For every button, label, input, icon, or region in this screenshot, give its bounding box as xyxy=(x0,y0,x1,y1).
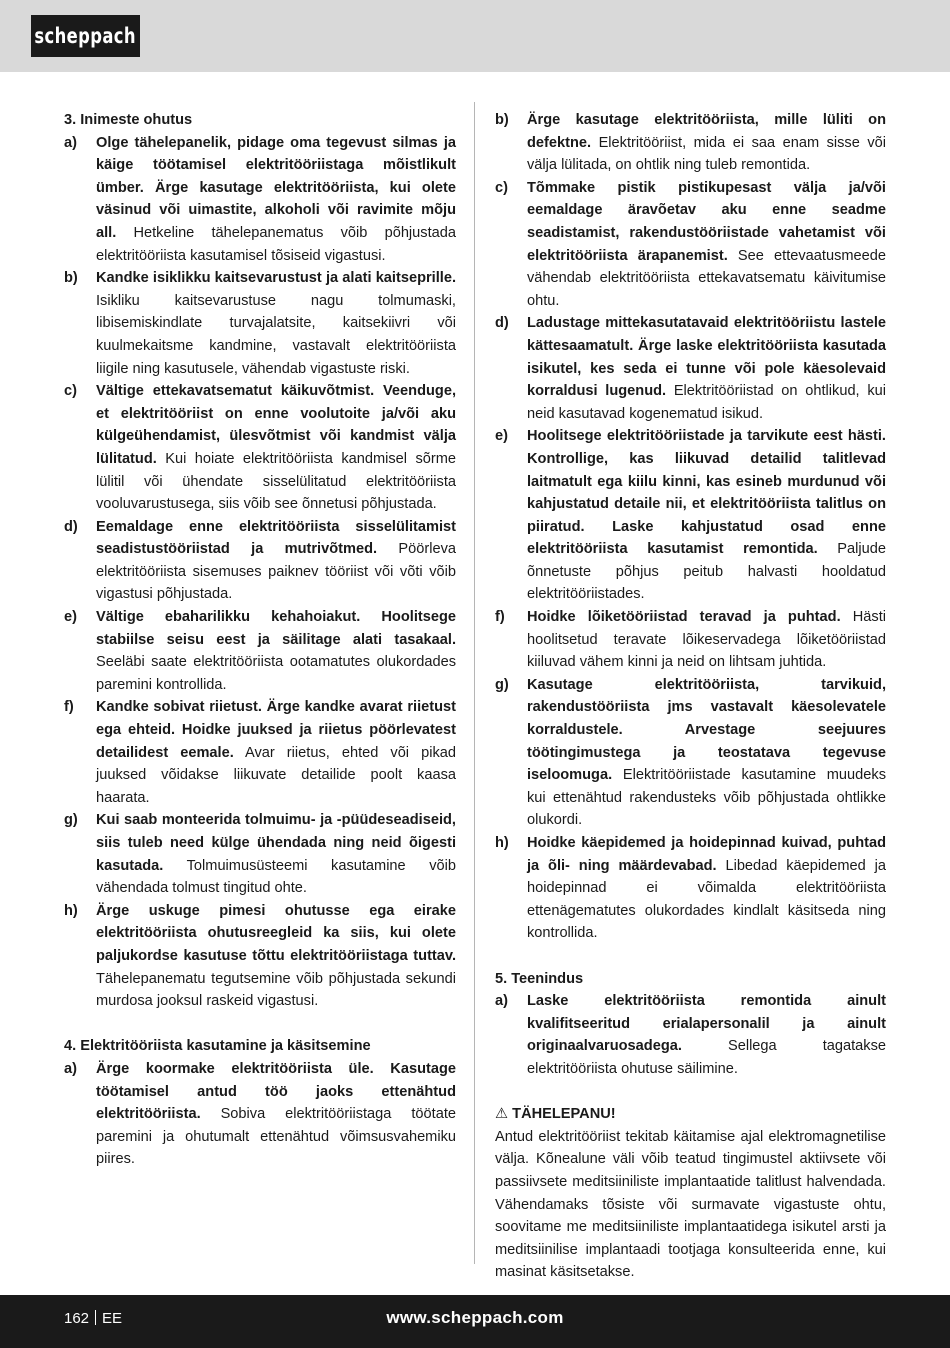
section-4-title: 4. Elektritööriista kasutamine ja käsitsemine xyxy=(64,1038,371,1055)
list-item-text: Tolmuimusüsteemi kasutamine võib vähendada tolmust tingitud ohte. xyxy=(96,857,456,897)
list-item xyxy=(64,132,456,268)
list-item-bold-text: Laske elektritööriista remontida ainult kvalifitseeritud erialapersonalil ja ainult originaalvaruosadega. xyxy=(527,993,886,1055)
list-item-bold-text: Hoolitsege elektritööriistade ja tarvikute eest hästi. Kontrollige, kas liikuvad detailid talitlevad laitmatult ega kiilu kinni, kas esineb murdunud või kahjustatud detaile nii, et elektritööriista talitlus on piiratud. Laske kahjustatud osad enne elektritööriista kasutamist remontida. xyxy=(527,428,886,558)
section-5-title: 5. Teenindus xyxy=(495,970,584,987)
list-item-text: Sellega tagatakse elektritööriista ohutuse säilimine. xyxy=(527,1038,886,1077)
list-item-text: Elektritööriistade kasutamine muudeks kui ettenähtud rakendusteks võib põhjustada ohtlikke olukordi. xyxy=(527,767,886,829)
list-item-label: b) xyxy=(495,112,509,128)
warning-heading xyxy=(495,1103,886,1126)
list-item-bold-text: Hoidke käepidemed ja hoidepinnad kuivad, puhtad ja õli- ning määrdevabad. xyxy=(527,835,886,874)
list-item-label: a) xyxy=(495,993,508,1010)
list-item xyxy=(495,425,886,606)
list-item-label: e) xyxy=(495,428,508,445)
list-item-text: Paljude õnnetuste põhjus peitub halvasti hooldatud elektritööriistades. xyxy=(527,541,886,603)
list-item xyxy=(64,900,456,1013)
list-item xyxy=(64,380,456,516)
list-item-label: c) xyxy=(495,179,508,196)
list-item-bold-text: Ärge kasutage elektritööriista, mille lüliti on defektne. xyxy=(527,112,886,151)
list-item-text: Hetkeline tähelepanematus võib põhjustada elektritööriista kasutamisel tõsiseid vigastusi. xyxy=(96,224,456,264)
section-3-title: 3. Inimeste ohutus xyxy=(64,112,193,128)
list-item xyxy=(495,674,886,832)
list-item-label: d) xyxy=(495,315,509,332)
list-item-bold-text: Hoidke lõiketööriistad teravad ja puhtad. xyxy=(527,609,841,626)
list-item-label: f) xyxy=(495,609,505,626)
header-bar xyxy=(0,0,950,72)
page-number: 162 xyxy=(64,1310,90,1327)
list-item xyxy=(64,267,456,380)
list-item xyxy=(495,606,886,674)
list-item-label: a) xyxy=(64,134,77,151)
list-item-bold-text: Vältige ebaharilikku kehahoiakut. Hoolitsege stabiilse seisu eest ja säilitage alati tasakaal. xyxy=(96,609,456,648)
list-item xyxy=(64,696,456,809)
warning-text: Antud elektritööriist tekitab käitamise ajal elektromagnetilise välja. Kõnealune väli võib teatud tingimustel aktiivsete või passiivsete meditsiiniliste implantaatide talitlust halvendada. Vähendamaks tõsiste või surmavate vigastuste ohtu, soovitame me meditsiiniliste implantaatidega isikutel arsti ja meditsiinilise implantaadi tootjaga konsulteerida enne, kui masinat käsitsetakse. xyxy=(495,1128,886,1281)
list-item xyxy=(495,990,886,1080)
list-item xyxy=(64,606,456,696)
left-column xyxy=(64,109,456,1171)
column-divider xyxy=(474,102,475,1264)
list-item xyxy=(64,809,456,899)
list-item-text: Isikliku kaitsevarustuse nagu tolmumaski, libisemiskindlate turvajalatsite, kaitsekiivri või kuulmekaitsme kandmine, vastavalt elektritööriista liigile ning kasutusele, vähendab vigastuste riski. xyxy=(96,292,456,377)
list-item-text: Hästi hoolitsetud teravate lõikeservadega lõiketööriistad kiiluvad vähem kinni ja neid on lihtsam juhtida. xyxy=(527,609,886,671)
list-item-text: Avar riietus, ehted või pikad juuksed võidakse liikuvate detailide poolt kaasa haarata. xyxy=(96,744,456,806)
right-column xyxy=(495,109,886,1284)
list-item-bold-text: Tõmmake pistik pistikupesast välja ja/või eemaldage äravõetav aku enne seadme seadistamist, rakendustööriistade vahetamist või elektritööriista ärapanemist. xyxy=(527,179,886,264)
list-item-text: Libedad käepidemed ja hoidepinnad ei võimalda elektritööriista ettenägematutes olukordades kindlalt käsitseda ning kontrollida. xyxy=(527,857,886,942)
list-item-label: f) xyxy=(64,699,74,716)
language-code: EE xyxy=(102,1310,123,1327)
section-5-list xyxy=(495,990,886,1080)
warning-title: TÄHELEPANU! xyxy=(512,1106,616,1123)
list-item-bold-text: Eemaldage enne elektritööriista sisselülitamist seadistustööriistad ja mutrivõtmed. xyxy=(96,518,456,558)
list-item-bold-text: Olge tähelepanelik, pidage oma tegevust silmas ja käige töötamisel elektritööriistaga mõistlikult ümber. Ärge kasutage elektritööriista, kui olete väsinud või uimastite, alkoholi või ravimite mõju all. xyxy=(96,134,456,241)
section-4-list-left xyxy=(64,1058,456,1171)
list-item-text: Elektritööriist, mida ei saa enam sisse või välja lülitada, on ohtlik ning tuleb remontida. xyxy=(527,134,886,174)
list-item-bold-text: Kandke isiklikku kaitsevarustust ja alati kaitseprille. xyxy=(96,270,456,287)
list-item-text: Tähelepanematu tegutsemine võib põhjustada sekundi murdosa jooksul raskeid vigastusi. xyxy=(96,970,456,1010)
list-item-label: h) xyxy=(495,835,509,851)
list-item-label: c) xyxy=(64,383,77,400)
footer-bar xyxy=(0,1295,950,1348)
brand-logo-text: scheppach xyxy=(34,24,137,48)
list-item-label: g) xyxy=(64,812,78,829)
list-item xyxy=(64,1058,456,1171)
list-item-label: g) xyxy=(495,676,509,693)
list-item-bold-text: Kandke sobivat riietust. Ärge kandke avarat riietust ega ehteid. Hoidke juuksed ja riietus pöörlevatest detailidest eemale. xyxy=(96,699,456,761)
list-item-label: h) xyxy=(64,902,78,919)
list-item-label: b) xyxy=(64,270,78,287)
list-item-text: Pöörleva elektritööriista sisemuses paiknev tööriist või võti võib vigastusi põhjustada. xyxy=(96,541,457,603)
list-item-text: Kui hoiate elektritööriista kandmisel sõrme lülitil või ühendate sisselülitatud elektritööriista vooluvarustusega, siis võib see õnnetusi põhjustada. xyxy=(96,450,456,513)
website-link[interactable]: www.scheppach.com xyxy=(386,1308,564,1327)
list-item-label: e) xyxy=(64,609,77,626)
brand-logo[interactable] xyxy=(31,15,140,57)
list-item-bold-text: Ärge koormake elektritööriista üle. Kasutage töötamisel antud töö jaoks ettenähtud elektritööriista. xyxy=(96,1060,456,1123)
list-item-bold-text: Kasutage elektritööriista, tarvikuid, rakendustööriista jms vastavalt käesolevatele korraldustele. Arvestage seejuures töötingimustega ja teostatava tegevuse iseloomuga. xyxy=(527,676,886,784)
list-item-bold-text: Ladustage mittekasutatavaid elektritööriistu lastele kättesaamatult. Ärge laske elektritööriista kasutada isikutel, kes seda ei tunne või pole käesolevaid korraldusi lugenud. xyxy=(527,315,886,400)
list-item-text: Elektritööriistad on ohtlikud, kui neid kasutavad kogenematud isikud. xyxy=(527,383,886,422)
list-item xyxy=(495,312,886,425)
list-item xyxy=(495,109,886,177)
list-item-bold-text: Kui saab monteerida tolmuimu- ja -püüdeseadiseid, siis tuleb need külge ühendada ning neid õigesti kasutada. xyxy=(96,812,456,874)
section-4-list-right xyxy=(495,109,886,945)
list-item xyxy=(495,832,886,945)
list-item-text: See ettevaatusmeede vähendab elektritööriista ettekavatsematu käivitumise ohtu. xyxy=(527,247,886,309)
list-item-bold-text: Vältige ettekavatsematut käikuvõtmist. Veenduge, et elektritööriist on enne voolutoite ja/või aku külgeühendamist, ülesvõtmist või kandmist välja lülitatud. xyxy=(96,383,456,467)
list-item-text: Sobiva elektritööriistaga töötate paremini ja ohutumalt ettenähtud võimsusvahemiku piires. xyxy=(96,1106,456,1168)
list-item-bold-text: Ärge uskuge pimesi ohutusse ega eirake elektritööriista ohutusreegleid ka siis, kui olete paljukordse kasutuse tõttu elektritööriistaga tuttav. xyxy=(96,902,456,964)
list-item xyxy=(495,177,886,313)
warning-icon: ⚠ xyxy=(495,1106,509,1123)
list-item-label: d) xyxy=(64,518,78,535)
list-item-text: Seeläbi saate elektritööriista ootamatutes olukordades paremini kontrollida. xyxy=(96,654,456,693)
list-item xyxy=(64,516,456,606)
section-3-list xyxy=(64,132,456,1013)
list-item-label: a) xyxy=(64,1060,77,1077)
